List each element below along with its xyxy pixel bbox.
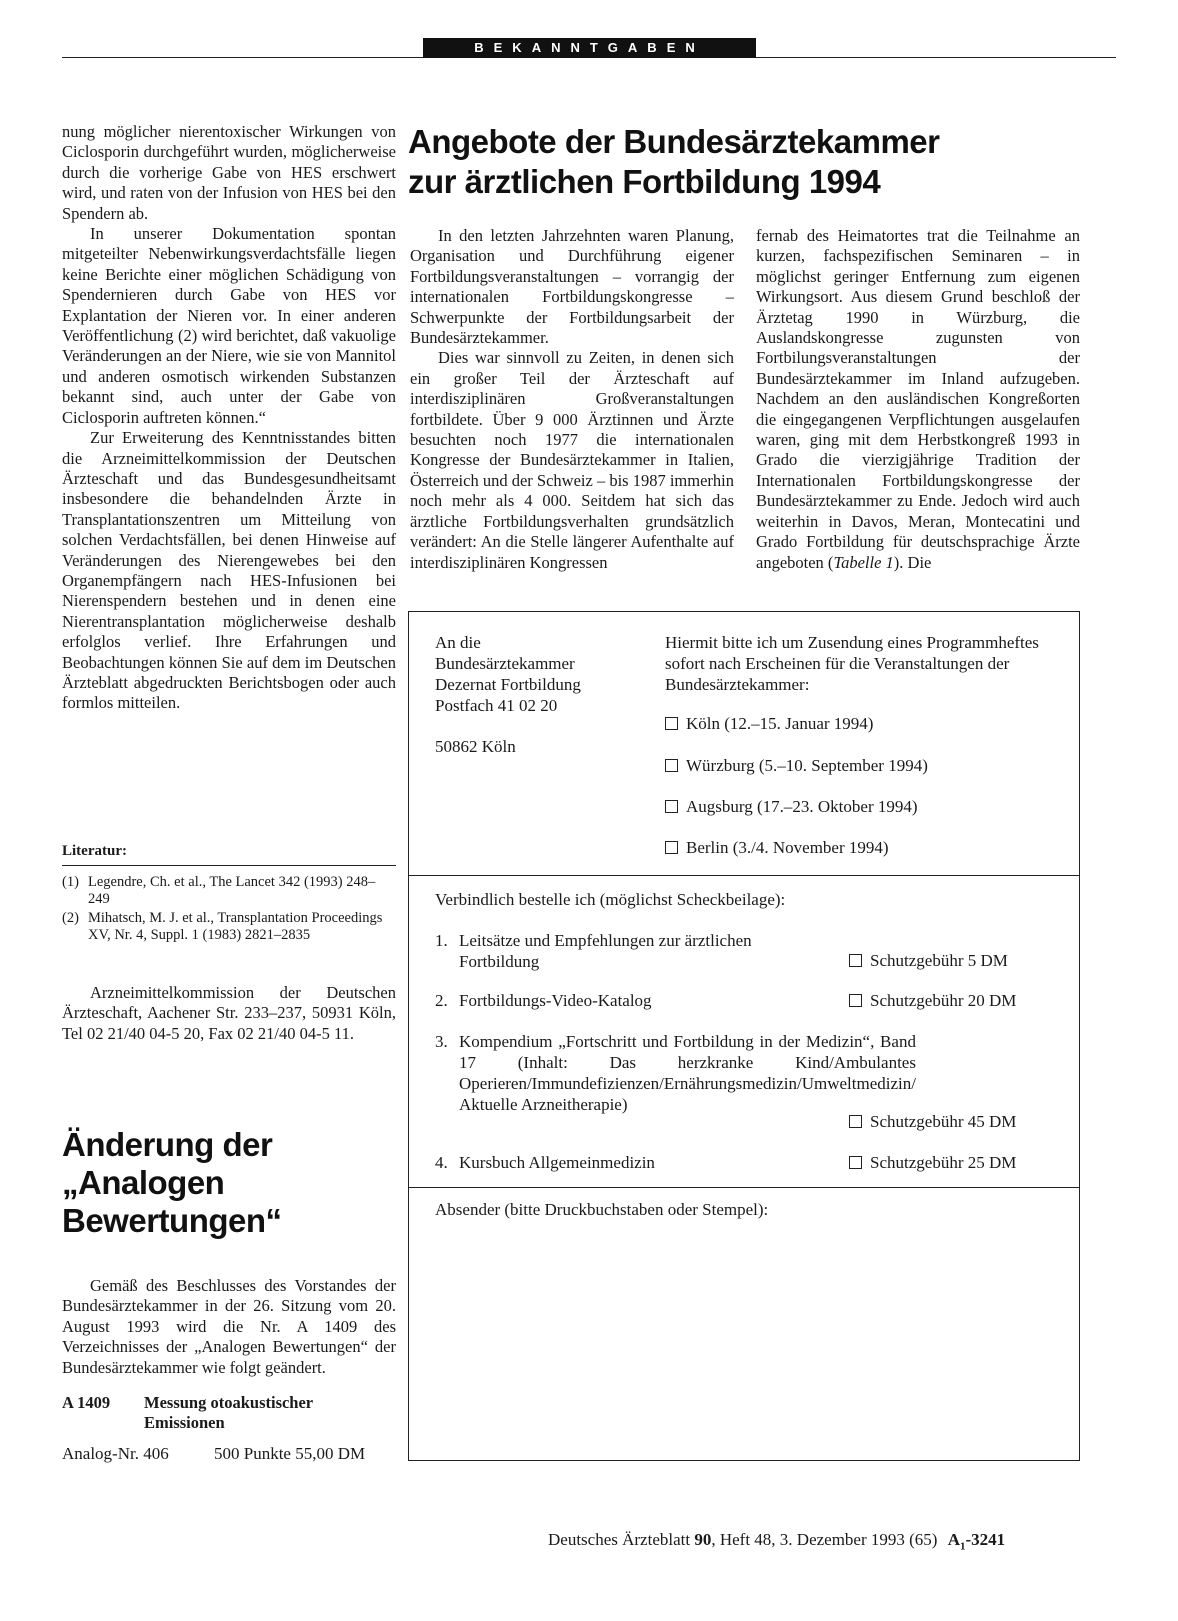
sender-field[interactable] xyxy=(409,1222,1079,1458)
checkbox[interactable] xyxy=(665,800,678,813)
program-request-text: Hiermit bitte ich um Zusendung eines Programmheftes sofort nach Erscheinen für die Veranstaltungen der Bundesärztekammer: xyxy=(665,633,1039,694)
form-divider xyxy=(409,1187,1079,1188)
checkbox[interactable] xyxy=(849,994,862,1007)
order-fee-option[interactable]: Schutzgebühr 45 DM xyxy=(849,1111,1016,1132)
analog-item-title: Messung otoakustischer Emissionen xyxy=(144,1393,313,1432)
analog-nr: Analog-Nr. 406 xyxy=(62,1444,169,1463)
article-title: Angebote der Bundesärztekammer zur ärztlichen Fortbildung 1994 xyxy=(408,123,940,200)
event-option[interactable]: Augsburg (17.–23. Oktober 1994) xyxy=(665,796,918,817)
heading-analoge-bewertungen: Änderung der „Analogen Bewertungen“ xyxy=(62,1126,282,1239)
left-column-text xyxy=(62,122,396,714)
event-option[interactable]: Berlin (3./4. November 1994) xyxy=(665,837,889,858)
literature-list xyxy=(62,874,396,946)
event-option[interactable]: Würzburg (5.–10. September 1994) xyxy=(665,755,928,776)
header-rule-left xyxy=(62,57,423,58)
event-option[interactable]: Köln (12.–15. Januar 1994) xyxy=(665,713,873,734)
form-divider xyxy=(409,875,1079,876)
paragraph: nung möglicher nierentoxischer Wirkungen von Ciclosporin durchgeführt wurden, möglicherweise durch die vorherige Gabe von HES erschwert wird, und raten von der Infusion von HES bei den Spendern ab. xyxy=(62,122,396,223)
literature-item: (2) Mihatsch, M. J. et al., Transplantation Proceedings XV, Nr. 4, Suppl. 1 (1983) 2821–2835 xyxy=(62,910,383,943)
checkbox[interactable] xyxy=(665,717,678,730)
order-item: 4. Kursbuch Allgemeinmedizin xyxy=(435,1153,655,1172)
analog-item-code: A 1409 xyxy=(62,1393,111,1412)
analog-item xyxy=(62,1393,396,1433)
sender-label: Absender (bitte Druckbuchstaben oder Stempel): xyxy=(435,1200,769,1219)
header-rule-right xyxy=(756,57,1116,58)
page-number: $A_1-3241$ xyxy=(947,1530,1006,1553)
checkbox[interactable] xyxy=(665,759,678,772)
checkbox[interactable] xyxy=(849,1156,862,1169)
checkbox[interactable] xyxy=(849,954,862,967)
order-fee-option[interactable]: Schutzgebühr 5 DM xyxy=(849,950,1008,971)
checkbox[interactable] xyxy=(849,1115,862,1128)
section-banner: BEKANNTGABEN xyxy=(423,38,756,58)
analog-value: 500 Punkte 55,00 DM xyxy=(214,1444,366,1463)
literature-item: (1) Legendre, Ch. et al., The Lancet 342 (1993) 248–249 xyxy=(62,874,376,907)
order-intro: Verbindlich bestelle ich (möglichst Scheckbeilage): xyxy=(435,890,786,909)
literature-title: Literatur: xyxy=(62,843,127,859)
article-column-2: fernab des Heimatortes trat die Teilnahme an kurzen, fachspezifischen Seminaren – in möglichst geringer Entfernung zum eigenen Wirkungsort. Aus diesem Grund beschloß der Ärztetag 1990 in Würzburg, die Auslandskongresse zugunsten von Fortbilungsveranstaltungen der Bundesärztekammer im Inland aufzugeben. Nachdem an den ausländischen Kongreßorten die eingegangenen Verpflichtungen ausgelaufen waren, ging mit dem Herbstkongreß 1993 in Grado die vierzigjährige Tradition der Internationalen Fortbildungskongresse der Bundesärztekammer zu Ende. Jedoch wird auch weiterhin in Davos, Meran, Montecatini und Grado Fortbildung für deutschsprachige Ärzte angeboten (Tabelle 1). Die xyxy=(756,226,1080,572)
article-column-1: In den letzten Jahrzehnten waren Planung, Organisation und Durchführung eigener Fortbildungsveranstaltungen – vorrangig der internationalen Fortbildungskongresse – Schwerpunkte der Fortbildungsarbeit der Bundesärztekammer. Dies war sinnvoll zu Zeiten, in denen sich ein großer Teil der Ärzteschaft auf interdisziplinären Großveranstaltungen fortbildete. Über 9 000 Ärztinnen und Ärzte besuchten noch 1977 die internationalen Kongresse der Bundesärztekammer in Italien, Österreich und der Schweiz – bis 1987 immerhin noch mehr als 4 000. Seitdem hat sich das ärztliche Fortbildungsverhalten grundsätzlich verändert: An die Stelle längerer Aufenthalte auf interdisziplinären Kongressen xyxy=(410,226,734,572)
checkbox[interactable] xyxy=(665,841,678,854)
recipient-address: An die Bundesärztekammer Dezernat Fortbildung Postfach 41 02 20 50862 Köln xyxy=(435,633,581,756)
literature-rule xyxy=(62,865,396,866)
order-item: 2. Fortbildungs-Video-Katalog xyxy=(435,991,652,1010)
paragraph: In unserer Dokumentation spontan mitgeteilter Nebenwirkungsverdachtsfälle liegen keine Berichte einer möglichen Schädigung von Spendernieren durch Gabe von HES vor Explantation der Nieren vor. In einer anderen Veröffentlichung (2) wird berichtet, daß vakuolige Veränderungen an der Niere, wie sie von Mannitol und anderen osmotisch wirkenden Substanzen bekannt sind, auch unter der Gabe von Ciclosporin auftreten können.“ xyxy=(62,224,396,427)
order-item: 3. Kompendium „Fortschritt und Fortbildung in der Medizin“, Band 17 (Inhalt: Das herzkranke Kind/Ambulantes Operieren/Immundefizienzen/Ernährungsmedizin/Umweltmedizin/ Aktuelle Arzneitherapie) xyxy=(435,1032,916,1114)
analog-paragraph: Gemäß des Beschlusses des Vorstandes der Bundesärztekammer in der 26. Sitzung vom 20. August 1993 wird die Nr. A 1409 des Verzeichnisses der „Analogen Bewertungen“ der Bundesärztekammer wie folgt geändert. xyxy=(62,1276,396,1377)
order-fee-option[interactable]: Schutzgebühr 20 DM xyxy=(849,990,1016,1011)
order-item: 1. Leitsätze und Empfehlungen zur ärztlichen Fortbildung xyxy=(435,931,752,971)
order-form xyxy=(408,611,1080,1461)
page-footer: Deutsches Ärzteblatt 90, Heft 48, 3. Dezember 1993 (65) $A_1-3241$ xyxy=(548,1530,1006,1553)
paragraph: Zur Erweiterung des Kenntnisstandes bitten die Arzneimittelkommission der Deutschen Ärzteschaft und das Bundesgesundheitsamt insbesondere die behandelnden Ärzte in Transplantationszentren um Mitteilung von solchen Verdachtsfällen, bei denen Hinweise auf Veränderungen des Nierengewebes bei den Organempfängern nach HES-Infusionen bei Nierenspendern bestehen und in denen eine Nierentransplantation möglicherweise deshalb erfolglos verlief. Ihre Erfahrungen und Beobachtungen können Sie auf dem im Deutschen Ärzteblatt abgedruckten Berichtsbogen oder auch formlos mitteilen. xyxy=(62,428,396,713)
order-fee-option[interactable]: Schutzgebühr 25 DM xyxy=(849,1152,1016,1173)
contact-address: Arzneimittelkommission der Deutschen Ärzteschaft, Aachener Str. 233–237, 50931 Köln, Tel 02 21/40 04-5 20, Fax 02 21/40 04-5 11. xyxy=(62,983,396,1043)
